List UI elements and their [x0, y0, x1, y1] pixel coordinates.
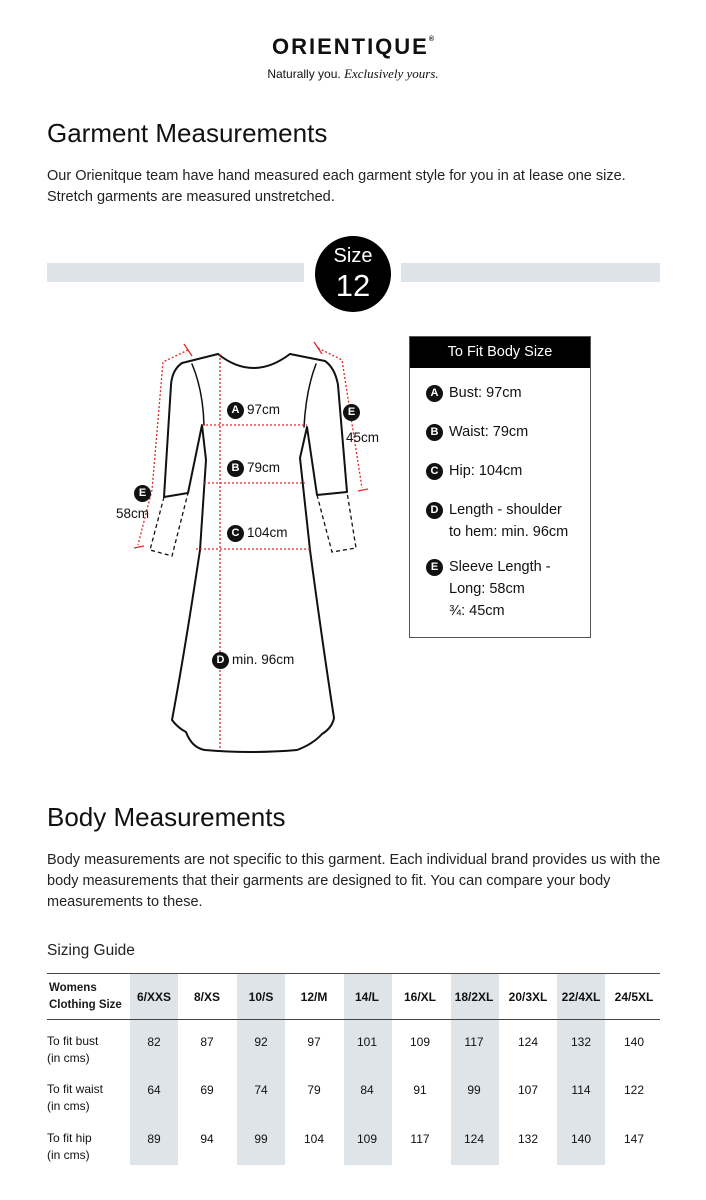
- table-cell: 92: [254, 1035, 268, 1049]
- fit-bust-text: Bust: 97cm: [449, 385, 522, 401]
- size-header-cell: 24/5XL: [614, 990, 654, 1004]
- table-cell: 109: [409, 1035, 431, 1049]
- table-cell: 84: [360, 1083, 374, 1097]
- row-label: To fit waist (in cms): [47, 1082, 104, 1113]
- row-label: To fit bust (in cms): [47, 1034, 99, 1065]
- fit-length-badge-icon: D: [426, 502, 443, 519]
- table-cell: 79: [307, 1083, 321, 1097]
- sleeve-three-quarter-badge-icon: E: [343, 404, 360, 421]
- brand-logo: [0, 34, 706, 60]
- table-cell: 117: [464, 1035, 484, 1049]
- dress-diagram: [100, 330, 380, 760]
- fit-hip-text: Hip: 104cm: [449, 463, 523, 479]
- size-header-cell: 6/XXS: [136, 990, 172, 1004]
- table-cell: 132: [570, 1035, 592, 1049]
- sizing-guide-title: Sizing Guide: [47, 942, 135, 959]
- sleeve-three-quarter-badge: [343, 404, 363, 421]
- body-measurements-title: Body Measurements: [47, 802, 286, 832]
- table-cell: 99: [467, 1083, 481, 1097]
- table-cell: 117: [410, 1132, 430, 1146]
- table-cell: 99: [254, 1132, 268, 1146]
- table-cell: 74: [254, 1083, 268, 1097]
- table-cell: 109: [356, 1132, 378, 1146]
- tagline-italic: Exclusively yours.: [344, 66, 439, 81]
- fit-waist-text: Waist: 79cm: [449, 424, 529, 440]
- fit-length-text: Length - shoulder to hem: min. 96cm: [449, 502, 569, 540]
- fit-sleeve-text: Sleeve Length - Long: 58cm ¾: 45cm: [449, 559, 551, 619]
- fit-box-title: To Fit Body Size: [410, 337, 590, 368]
- table-cell: 89: [147, 1132, 161, 1146]
- size-band-left: [47, 263, 304, 282]
- table-cell: 82: [147, 1035, 161, 1049]
- table-header-rule: [47, 1019, 660, 1020]
- table-cell: 140: [623, 1035, 645, 1049]
- body-measurements-description: Body measurements are not specific to this garment. Each individual brand provides us with the body measurements that their garments are designed to fit. You can compare your body measurements to these.: [47, 852, 661, 910]
- table-cell: 140: [570, 1132, 592, 1146]
- hip-value: 104cm: [247, 525, 288, 541]
- table-cell: 64: [147, 1083, 161, 1097]
- size-value: 12: [335, 268, 371, 303]
- size-column-header: Womens Clothing Size: [49, 982, 122, 1011]
- hip-badge-icon: C: [227, 525, 244, 542]
- hip-annotation: [227, 525, 288, 542]
- table-cell: 97: [307, 1035, 321, 1049]
- bust-badge-icon: A: [227, 402, 244, 419]
- bust-annotation: [227, 402, 280, 419]
- table-top-rule: [47, 973, 660, 974]
- waist-annotation: [227, 460, 280, 477]
- fit-item-length: [426, 499, 568, 543]
- table-cell: 94: [200, 1132, 214, 1146]
- table-cell: 91: [413, 1083, 427, 1097]
- fit-waist-badge-icon: B: [426, 424, 443, 441]
- size-header-cell: 16/XL: [403, 990, 436, 1004]
- table-cell: 124: [517, 1035, 539, 1049]
- fit-item-sleeve: [426, 556, 551, 622]
- fit-item-waist: [426, 421, 528, 443]
- brand-name: ORIENTIQUE: [271, 34, 429, 59]
- table-cell: 101: [356, 1035, 378, 1049]
- waist-badge-icon: B: [227, 460, 244, 477]
- fit-bust-badge-icon: A: [426, 385, 443, 402]
- waist-value: 79cm: [247, 460, 281, 476]
- garment-measurements-title: Garment Measurements: [47, 118, 328, 148]
- size-header-cell: 20/3XL: [508, 990, 548, 1004]
- fit-item-bust: [426, 382, 522, 404]
- size-header-cell: 10/S: [248, 990, 274, 1004]
- bust-value: 97cm: [247, 402, 281, 418]
- sleeve-long-value: 58cm: [116, 506, 150, 521]
- size-badge: [315, 236, 391, 312]
- sleeve-three-quarter-value: 45cm: [346, 430, 380, 445]
- table-cell: 87: [200, 1035, 214, 1049]
- size-header-cell: 18/2XL: [454, 990, 494, 1004]
- table-cell: 132: [517, 1132, 539, 1146]
- tagline-plain: Naturally you.: [267, 67, 341, 81]
- sleeve-long-badge-icon: E: [134, 485, 151, 502]
- size-header-cell: 22/4XL: [561, 990, 601, 1004]
- fit-body-size-box: [409, 336, 591, 638]
- size-label: Size: [333, 245, 373, 267]
- registered-mark: ®: [428, 36, 435, 43]
- table-cell: 107: [517, 1083, 539, 1097]
- table-cell: 69: [200, 1083, 214, 1097]
- size-header-cell: 8/XS: [193, 990, 220, 1004]
- length-value: min. 96cm: [232, 652, 295, 668]
- length-badge-icon: D: [212, 652, 229, 669]
- size-header-cell: 14/L: [354, 990, 379, 1004]
- size-header-cell: 12/M: [300, 990, 328, 1004]
- row-label: To fit hip (in cms): [47, 1131, 92, 1162]
- size-band-right: [401, 263, 660, 282]
- length-annotation: [212, 652, 294, 669]
- sleeve-long-badge: [134, 485, 154, 502]
- table-cell: 124: [463, 1132, 485, 1146]
- brand-tagline: [0, 66, 706, 82]
- fit-sleeve-badge-icon: E: [426, 559, 443, 576]
- table-cell: 104: [303, 1132, 325, 1146]
- fit-item-hip: [426, 460, 522, 482]
- garment-measurements-description: Our Orienitque team have hand measured each garment style for you in at lease one size. Stretch garments are measured unstretched.: [47, 168, 626, 205]
- table-cell: 147: [623, 1132, 645, 1146]
- fit-hip-badge-icon: C: [426, 463, 443, 480]
- table-cell: 114: [571, 1083, 591, 1097]
- table-cell: 122: [623, 1083, 645, 1097]
